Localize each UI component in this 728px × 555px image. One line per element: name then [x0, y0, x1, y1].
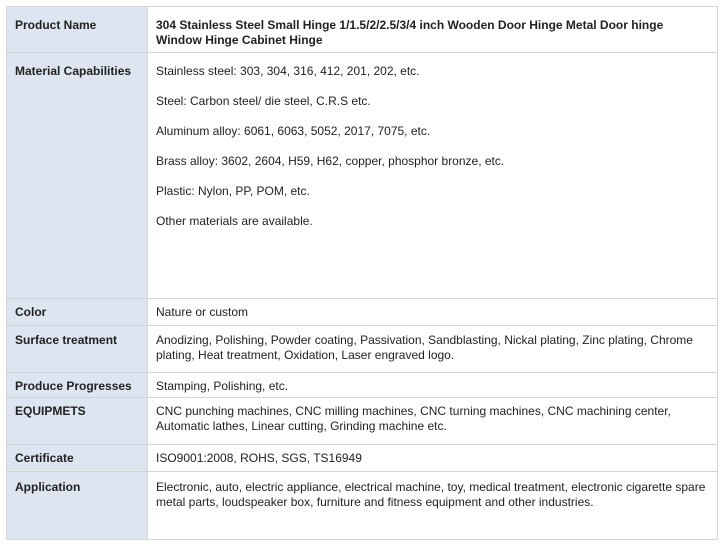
- color-value: Nature or custom: [156, 305, 249, 319]
- value-cell: [148, 299, 718, 326]
- material-list: [148, 53, 717, 229]
- value-cell: [148, 53, 718, 299]
- label-cell: [7, 299, 148, 326]
- material-item: Stainless steel: 303, 304, 316, 412, 201, 202, etc.: [156, 64, 420, 78]
- value-cell: [148, 373, 718, 398]
- product-spec-table: [6, 6, 718, 540]
- value-cell: [148, 472, 718, 540]
- product-name-value: 304 Stainless Steel Small Hinge 1/1.5/2/2.5/3/4 inch Wooden Door Hinge Metal Door hinge Window Hinge Cabinet Hinge: [156, 18, 664, 47]
- spec-row-product-name: [7, 7, 718, 53]
- spec-row-color: [7, 299, 718, 326]
- spec-label: Product Name: [15, 18, 97, 32]
- value-cell: [148, 7, 718, 53]
- material-item: Other materials are available.: [156, 214, 313, 228]
- spec-label: Certificate: [15, 451, 74, 465]
- spec-row-application: [7, 472, 718, 540]
- spec-label: EQUIPMETS: [15, 404, 86, 418]
- value-cell: [148, 398, 718, 445]
- value-cell: [148, 326, 718, 373]
- spec-label: Application: [15, 480, 81, 494]
- label-cell: [7, 326, 148, 373]
- spec-label: Color: [15, 305, 47, 319]
- material-item: Aluminum alloy: 6061, 6063, 5052, 2017, 7075, etc.: [156, 124, 431, 138]
- equipments-value: CNC punching machines, CNC milling machines, CNC turning machines, CNC machining center, Automatic lathes, Linear cutting, Grinding machine etc.: [156, 404, 671, 433]
- spec-row-produce-progresses: [7, 373, 718, 398]
- value-cell: [148, 445, 718, 472]
- label-cell: [7, 7, 148, 53]
- material-item: Brass alloy: 3602, 2604, H59, H62, copper, phosphor bronze, etc.: [156, 154, 505, 168]
- spec-label: Material Capabilities: [15, 64, 132, 78]
- certificate-value: ISO9001:2008, ROHS, SGS, TS16949: [156, 451, 362, 465]
- material-item: Steel: Carbon steel/ die steel, C.R.S etc.: [156, 94, 371, 108]
- spec-row-surface-treatment: [7, 326, 718, 373]
- spec-row-material-capabilities: [7, 53, 718, 299]
- produce-progresses-value: Stamping, Polishing, etc.: [156, 379, 289, 393]
- spec-row-equipments: [7, 398, 718, 445]
- label-cell: [7, 53, 148, 299]
- label-cell: [7, 445, 148, 472]
- label-cell: [7, 373, 148, 398]
- surface-treatment-value: Anodizing, Polishing, Powder coating, Passivation, Sandblasting, Nickal plating, Zinc plating, Chrome plating, Heat treatment, Oxidation, Laser engraved logo.: [156, 333, 693, 362]
- material-item: Plastic: Nylon, PP, POM, etc.: [156, 184, 310, 198]
- spec-label: Surface treatment: [15, 333, 118, 347]
- label-cell: [7, 472, 148, 540]
- label-cell: [7, 398, 148, 445]
- spec-row-certificate: [7, 445, 718, 472]
- spec-label: Produce Progresses: [15, 379, 132, 393]
- application-value: Electronic, auto, electric appliance, electrical machine, toy, medical treatment, electronic cigarette spare metal parts, loudspeaker box, furniture and fitness equipment and other industries.: [156, 480, 706, 509]
